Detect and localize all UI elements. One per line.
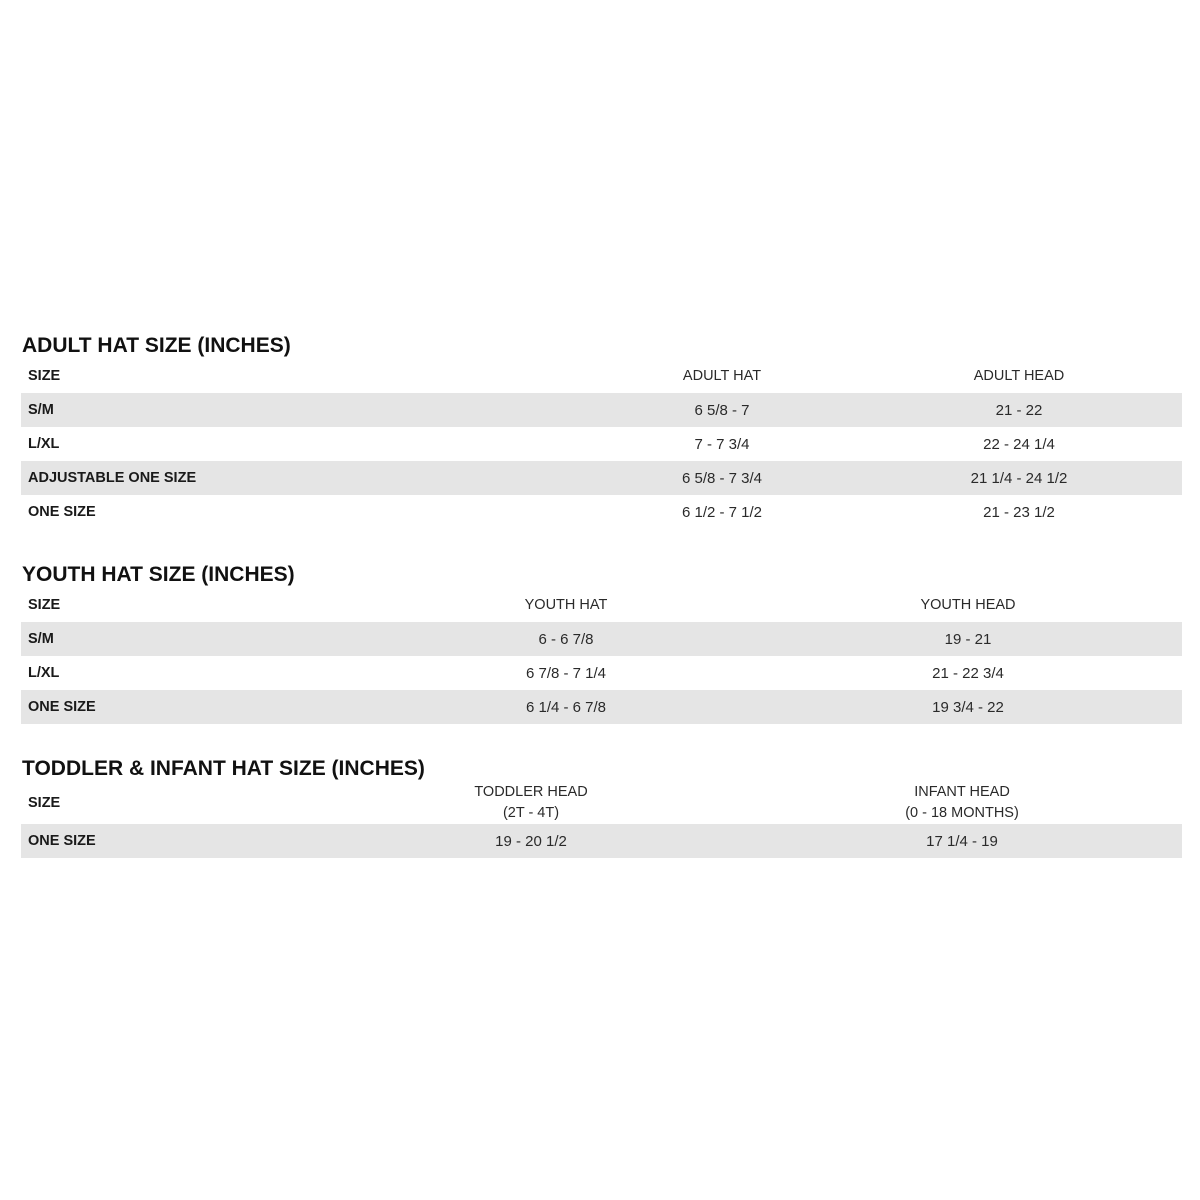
hat-size-value: 6 5/8 - 7 3/4 (681, 469, 763, 487)
adult-size-table (21, 333, 1182, 529)
header-toddler-head (381, 782, 681, 824)
head-size-value: 19 3/4 - 22 (932, 698, 1004, 716)
table-row (21, 622, 1182, 656)
head-size-value: 21 1/4 - 24 1/2 (970, 469, 1068, 487)
hat-size-value: 6 7/8 - 7 1/4 (525, 664, 607, 682)
header-toddler-head-line1: TODDLER HEAD (474, 784, 588, 800)
header-size: SIZE (28, 597, 61, 613)
table-row (21, 690, 1182, 724)
hat-size-value: 6 1/2 - 7 1/2 (681, 503, 763, 521)
table-header-row (21, 359, 1182, 393)
head-size-value: 21 - 23 1/2 (983, 503, 1055, 521)
size-label: ONE SIZE (28, 504, 96, 520)
table-row (21, 824, 1182, 858)
table-header-row (21, 782, 1182, 824)
header-youth-hat: YOUTH HAT (524, 597, 608, 613)
table-row (21, 495, 1182, 529)
header-infant-head-line2: (0 - 18 MONTHS) (905, 805, 1019, 821)
header-size: SIZE (28, 795, 61, 811)
size-label: L/XL (28, 665, 60, 681)
header-youth-head: YOUTH HEAD (920, 597, 1016, 613)
toddler-infant-size-table (21, 756, 1182, 858)
header-toddler-head-line2: (2T - 4T) (502, 805, 560, 821)
table-row (21, 656, 1182, 690)
youth-size-table (21, 562, 1182, 724)
table-header-row (21, 588, 1182, 622)
table-row (21, 461, 1182, 495)
hat-size-value: 6 1/4 - 6 7/8 (525, 698, 607, 716)
head-size-value: 21 - 22 (995, 401, 1043, 419)
header-adult-hat: ADULT HAT (682, 368, 762, 384)
size-label: ONE SIZE (28, 833, 96, 849)
hat-size-value: 6 - 6 7/8 (538, 630, 594, 648)
size-label: ADJUSTABLE ONE SIZE (28, 470, 197, 486)
size-label: L/XL (28, 436, 60, 452)
youth-section-title: YOUTH HAT SIZE (INCHES) (22, 563, 295, 586)
hat-size-value: 7 - 7 3/4 (694, 435, 750, 453)
header-adult-head: ADULT HEAD (973, 368, 1065, 384)
size-label: ONE SIZE (28, 699, 96, 715)
toddler-head-value: 19 - 20 1/2 (495, 832, 567, 850)
head-size-value: 22 - 24 1/4 (983, 435, 1055, 453)
header-size: SIZE (28, 368, 61, 384)
size-label: S/M (28, 402, 54, 418)
head-size-value: 21 - 22 3/4 (932, 664, 1004, 682)
header-infant-head (812, 782, 1112, 824)
table-row (21, 393, 1182, 427)
table-row (21, 427, 1182, 461)
header-infant-head-line1: INFANT HEAD (914, 784, 1010, 800)
adult-section-title: ADULT HAT SIZE (INCHES) (22, 334, 291, 357)
head-size-value: 19 - 21 (944, 630, 992, 648)
size-label: S/M (28, 631, 54, 647)
toddler-section-title: TODDLER & INFANT HAT SIZE (INCHES) (22, 757, 425, 780)
infant-head-value: 17 1/4 - 19 (926, 832, 998, 850)
hat-size-value: 6 5/8 - 7 (694, 401, 750, 419)
